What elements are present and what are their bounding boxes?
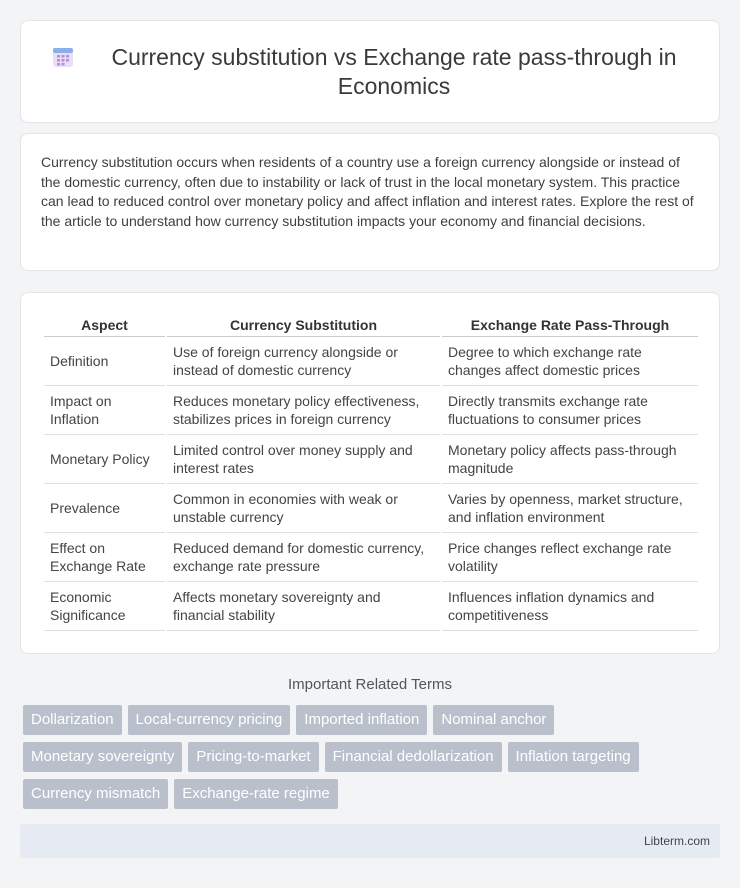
row-aspect: Monetary Policy bbox=[44, 435, 165, 484]
related-term-tag[interactable]: Exchange-rate regime bbox=[174, 779, 338, 809]
title-wrap bbox=[51, 43, 689, 101]
related-term-tag[interactable]: Currency mismatch bbox=[23, 779, 168, 809]
table-row bbox=[44, 582, 698, 631]
related-terms-title: Important Related Terms bbox=[288, 676, 452, 693]
footer bbox=[20, 824, 720, 858]
related-terms-list bbox=[20, 705, 700, 809]
row-aspect: Effect on Exchange Rate bbox=[44, 533, 165, 582]
table-row bbox=[44, 484, 698, 533]
related-term-tag[interactable]: Nominal anchor bbox=[433, 705, 554, 735]
related-term-tag[interactable]: Inflation targeting bbox=[508, 742, 639, 772]
table-row bbox=[44, 435, 698, 484]
row-aspect: Impact on Inflation bbox=[44, 386, 165, 435]
row-aspect: Definition bbox=[44, 337, 165, 386]
related-term-tag[interactable]: Imported inflation bbox=[296, 705, 427, 735]
row-pass-through: Price changes reflect exchange rate volatility bbox=[442, 533, 698, 582]
comparison-card bbox=[20, 292, 720, 654]
row-pass-through: Monetary policy affects pass-through magnitude bbox=[442, 435, 698, 484]
row-pass-through: Varies by openness, market structure, and inflation environment bbox=[442, 484, 698, 533]
related-term-tag[interactable]: Monetary sovereignty bbox=[23, 742, 182, 772]
table-header-row bbox=[44, 313, 698, 337]
related-term-tag[interactable]: Financial dedollarization bbox=[325, 742, 502, 772]
row-currency-substitution: Use of foreign currency alongside or instead of domestic currency bbox=[167, 337, 440, 386]
row-aspect: Prevalence bbox=[44, 484, 165, 533]
table-row bbox=[44, 386, 698, 435]
table-row bbox=[44, 533, 698, 582]
related-term-tag[interactable]: Dollarization bbox=[23, 705, 122, 735]
row-currency-substitution: Affects monetary sovereignty and financial stability bbox=[167, 582, 440, 631]
row-aspect: Economic Significance bbox=[44, 582, 165, 631]
row-currency-substitution: Limited control over money supply and interest rates bbox=[167, 435, 440, 484]
row-currency-substitution: Reduces monetary policy effectiveness, stabilizes prices in foreign currency bbox=[167, 386, 440, 435]
header-exchange-rate-pass-through: Exchange Rate Pass-Through bbox=[442, 313, 698, 337]
row-pass-through: Influences inflation dynamics and competitiveness bbox=[442, 582, 698, 631]
intro-paragraph: Currency substitution occurs when residents of a country use a foreign currency alongside or instead of the domestic currency, often due to instability or lack of trust in the local monetary system. This practice can lead to reduced control over monetary policy and affect inflation and interest rates. Explore the rest of the article to understand how currency substitution impacts your economy and financial decisions. bbox=[41, 154, 694, 229]
header-aspect: Aspect bbox=[44, 313, 165, 337]
header-currency-substitution: Currency Substitution bbox=[167, 313, 440, 337]
calendar-icon bbox=[51, 45, 75, 69]
comparison-table bbox=[42, 313, 700, 631]
page-title: Currency substitution vs Exchange rate pass-through in Economics bbox=[111, 43, 677, 99]
row-pass-through: Degree to which exchange rate changes affect domestic prices bbox=[442, 337, 698, 386]
footer-site-link[interactable]: Libterm.com bbox=[643, 834, 710, 848]
intro-card bbox=[20, 133, 720, 271]
row-currency-substitution: Common in economies with weak or unstable currency bbox=[167, 484, 440, 533]
table-row bbox=[44, 337, 698, 386]
row-pass-through: Directly transmits exchange rate fluctuations to consumer prices bbox=[442, 386, 698, 435]
row-currency-substitution: Reduced demand for domestic currency, exchange rate pressure bbox=[167, 533, 440, 582]
title-card bbox=[20, 20, 720, 123]
related-term-tag[interactable]: Local-currency pricing bbox=[128, 705, 291, 735]
related-term-tag[interactable]: Pricing-to-market bbox=[188, 742, 318, 772]
